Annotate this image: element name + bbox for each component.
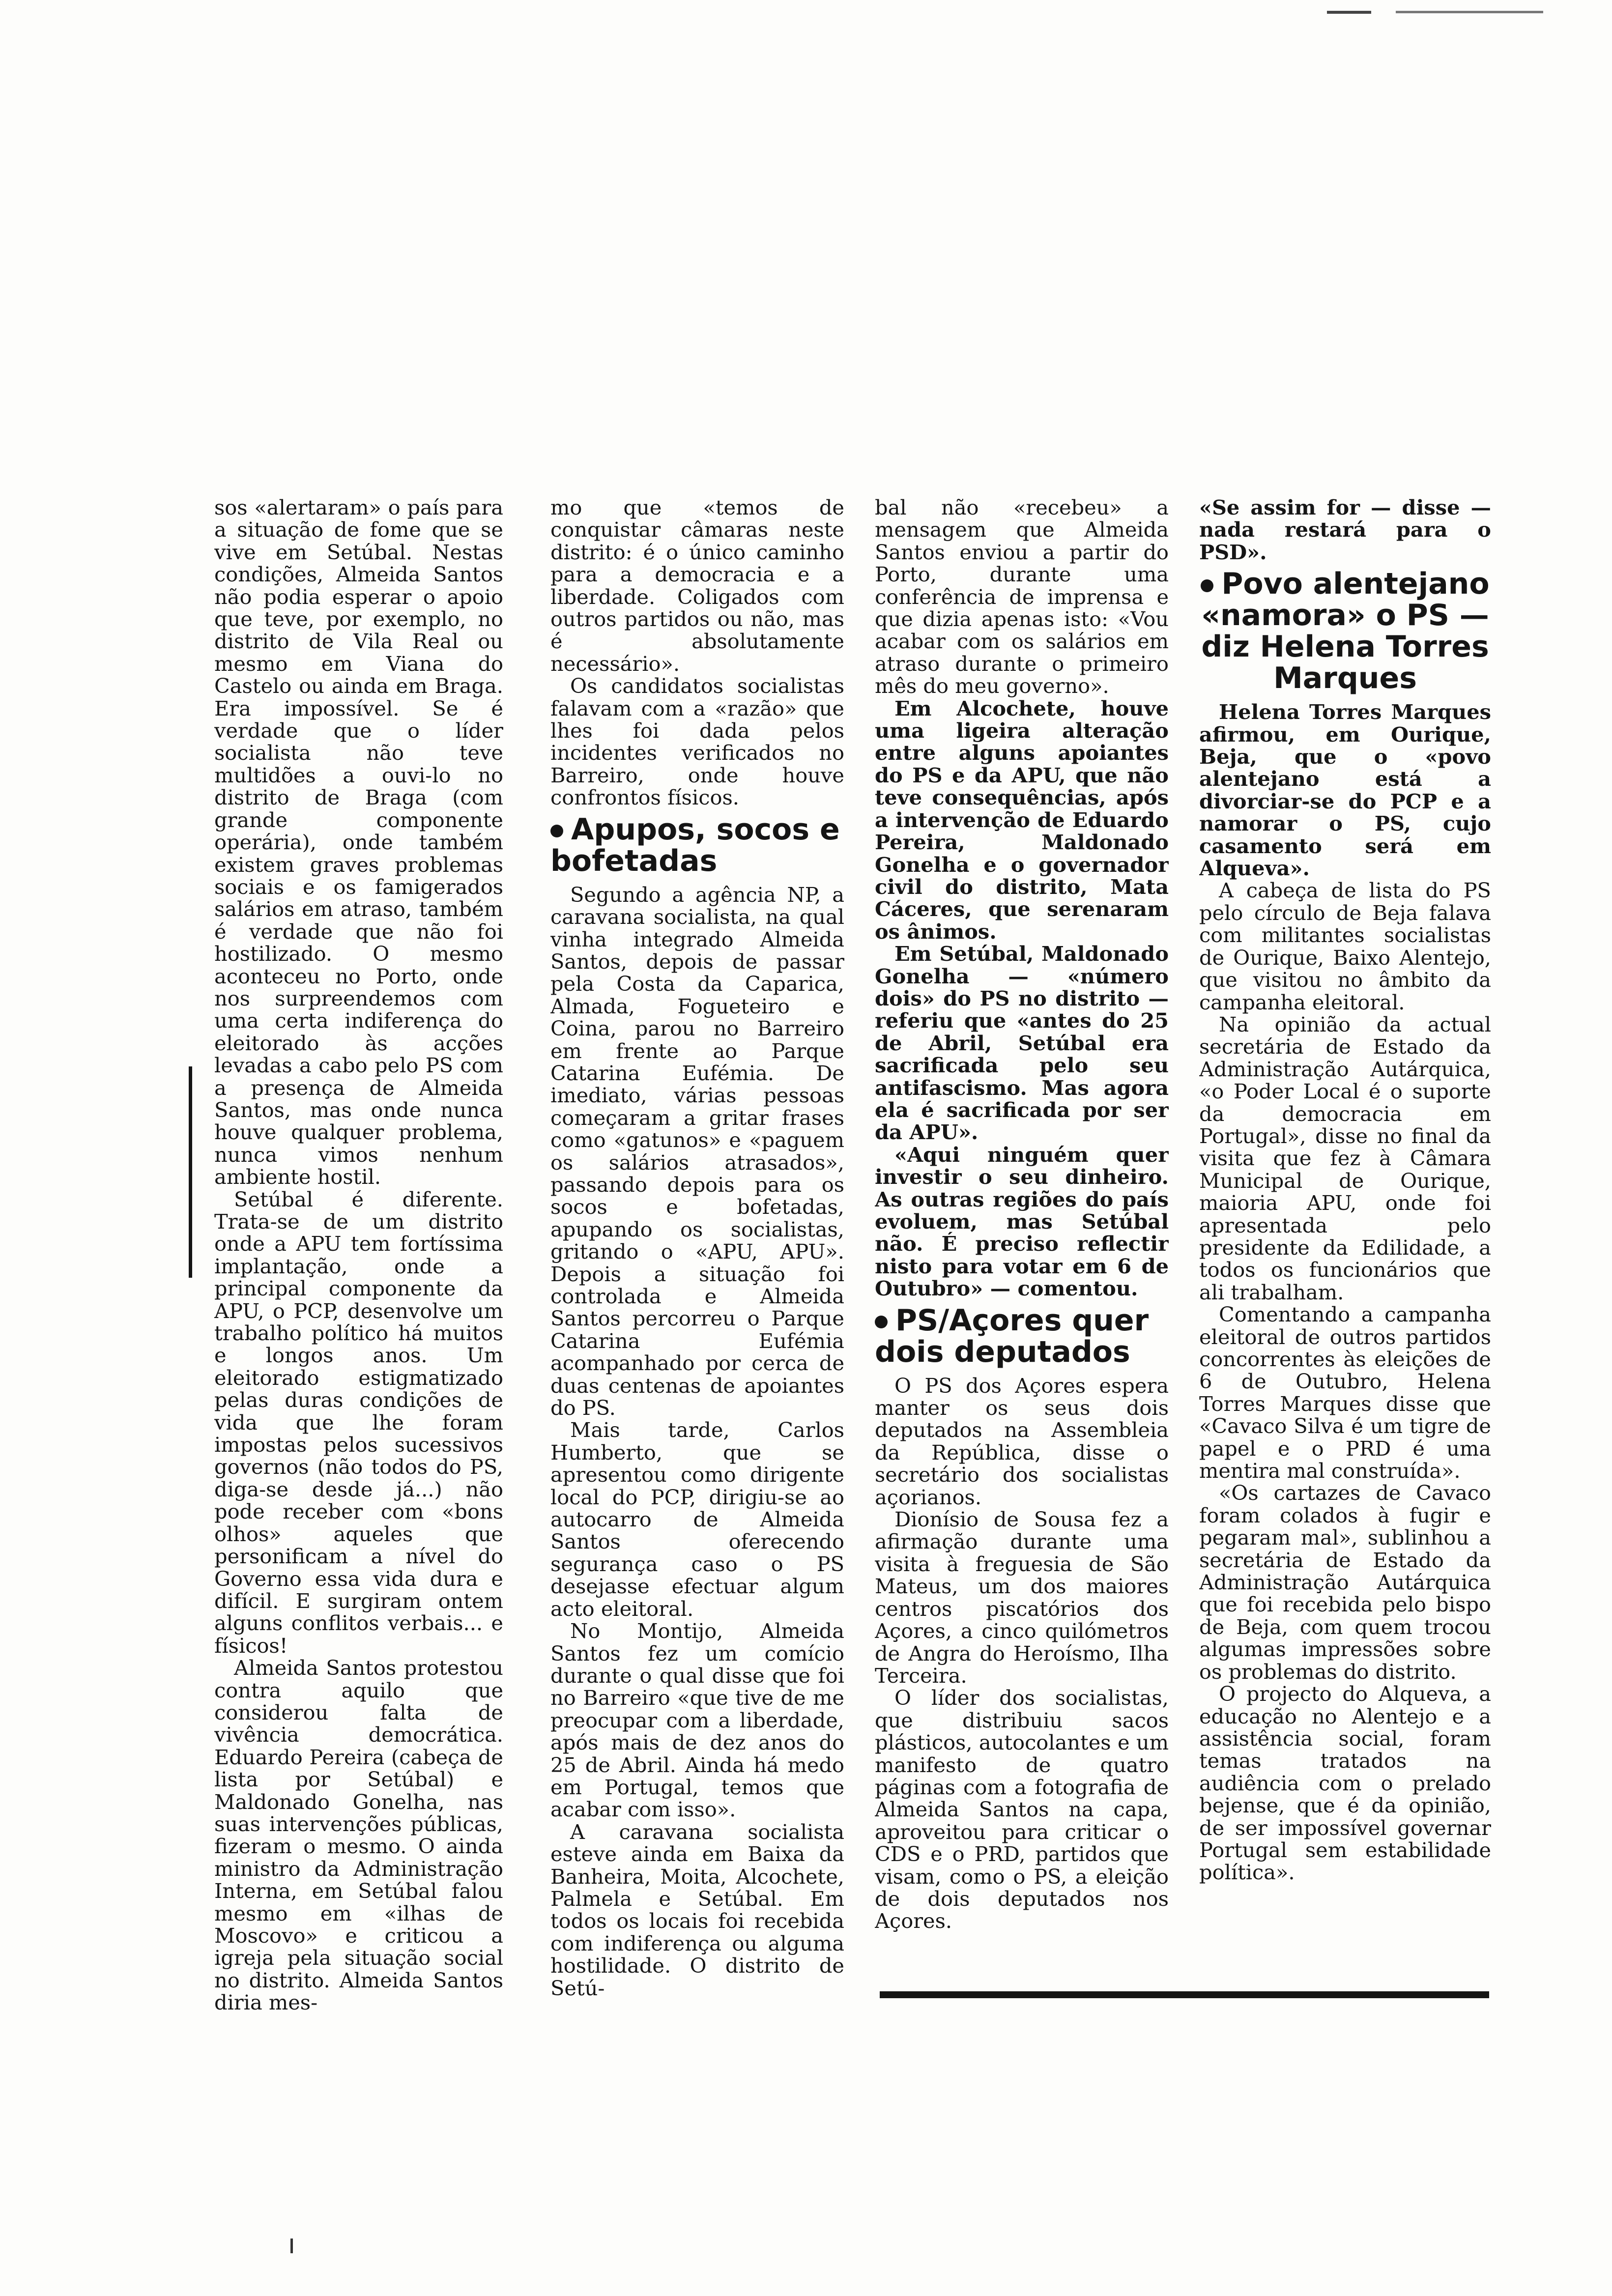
bullet-icon [875,1316,888,1328]
subheading-helena [1199,568,1491,694]
column-2-paragraph: No Montijo, Almeida Santos fez um comício durante o qual disse que foi no Barreiro «que tive de me preocupar com a liberdade, após mais de dez anos do 25 de Abril. Ainda há medo em Portugal, temos que acabar com isso». [550,1619,844,1822]
column-1-paragraph: Almeida Santos protestou contra aquilo que considerou falta de vivência democrática. Eduardo Pereira (cabeça de lista por Setúbal) e Maldonado Gonelha, nas suas intervenções públicas, fizeram o mesmo. O ainda ministro da Administração Interna, em Setúbal falou mesmo em «ilhas de Moscovo» e criticou a igreja pela situação social no distrito. Almeida Santos diria mes- [214,1656,503,2015]
column-4-paragraph: «Os cartazes de Cavaco foram colados à fugir e pegaram mal», sublinhou a secretária de Estado da Administração Autárquica que foi recebida pelo bispo de Beja, com quem trocou algumas impressões sobre os problemas do distrito. [1199,1481,1491,1684]
article-column-1 [214,496,503,2148]
subheading-text: Povo alentejano «namora» o PS — diz Helena Torres Marques [1201,567,1490,696]
bullet-icon [550,825,563,837]
column-4-paragraph: «Se assim for — disse — nada restará para o PSD». [1199,496,1491,564]
column-2-paragraph: Mais tarde, Carlos Humberto, que se apresentou como dirigente local do PCP, dirigiu-se ao autocarro de Almeida Santos oferecendo segurança caso o PS desejasse efectuar algum acto eleitoral. [550,1418,844,1621]
scan-mark-top-right [1327,11,1371,14]
column-4-paragraph: A cabeça de lista do PS pelo círculo de Beja falava com militantes socialistas de Ourique, Baixo Alentejo, que visitou no âmbito da campanha eleitoral. [1199,878,1491,1014]
column-4-paragraph: Helena Torres Marques afirmou, em Ourique, Beja, que o «povo alentejano está a divorciar-se do PCP e a namorar o PS, cujo casamento será em Alqueva». [1199,700,1491,881]
column-1-paragraph: Setúbal é diferente. Trata-se de um distrito onde a APU tem fortíssima implantação, onde a principal componente da APU, o PCP, desenvolve um trabalho político há muitos e longos anos. Um eleitorado estigmatizado pelas duras condições de vida que lhe foram impostas pelos sucessivos governos (não todos do PS, diga-se desde já...) não pode receber com «bons olhos» aqueles que personificam a nível do Governo essa vida dura e difícil. E surgiram ontem alguns conflitos verbais... e físicos! [214,1187,503,1658]
column-2-paragraph: A caravana socialista esteve ainda em Baixa da Banheira, Moita, Alcochete, Palmela e Setúbal. Em todos os locais foi recebida com indiferença ou alguma hostilidade. O distrito de Setú- [550,1819,844,2000]
scan-speck [290,2239,293,2253]
subheading-acores [875,1305,1169,1368]
subheading-text: Apupos, socos e bofetadas [550,812,840,878]
column-3-paragraph: «Aqui ninguém quer investir o seu dinheiro. As outras regiões do país evoluem, mas Setúbal não. É preciso reflectir nisto para votar em 6 de Outubro» — comentou. [875,1142,1169,1301]
column-1-paragraph: sos «alertaram» o país para a situação de fome que se vive em Setúbal. Nestas condições, Almeida Santos não podia esperar o apoio que teve, por exemplo, no distrito de Vila Real ou mesmo em Viana do Castelo ou ainda em Braga. Era impossível. Se é verdade que o líder socialista não teve multidões a ouvi-lo no distrito de Braga (com grande componente operária), onde também existem graves problemas sociais e os famigerados salários em atraso, também é verdade que não foi hostilizado. O mesmo aconteceu no Porto, onde nos surpreendemos com uma certa indiferença do eleitorado às acções levadas a cabo pelo PS com a presença de Almeida Santos, mas onde nunca houve qualquer problema, nunca vimos nenhum ambiente hostil. [214,496,503,1189]
column-4-paragraph: Na opinião da actual secretária de Estado da Administração Autárquica, «o Poder Local é o suporte da democracia em Portugal», disse no final da visita que fez à Câmara Municipal de Ourique, maioria APU, onde foi apresentada pelo presidente da Edilidade, a todos os funcionários que ali trabalham. [1199,1012,1491,1304]
column-2-paragraph: Segundo a agência NP, a caravana socialista, na qual vinha integrado Almeida Santos, depois de passar pela Costa da Caparica, Almada, Fogueteiro e Coina, parou no Barreiro em frente ao Parque Catarina Eufémia. De imediato, várias pessoas começaram a gritar frases como «gatunos» e «paguem os salários atrasados», passando depois para os socos e bofetadas, apupando os socialistas, gritando o «APU, APU». Depois a situação foi controlada e Almeida Santos percorreu o Parque Catarina Eufémia acompanhado por cerca de duas centenas de apoiantes do PS. [550,882,844,1420]
margin-mark [189,1066,192,1278]
article-column-2 [550,496,844,2152]
column-4-paragraph: Comentando a campanha eleitoral de outros partidos concorrentes às eleições de 6 de Outubro, Helena Torres Marques disse que «Cavaco Silva é um tigre de papel e o PRD é uma mentira mal construída». [1199,1302,1491,1483]
column-3-paragraph: Dionísio de Sousa fez a afirmação durante uma visita à freguesia de São Mateus, um dos maiores centros piscatórios dos Açores, a cinco quilómetros de Angra do Heroísmo, Ilha Terceira. [875,1507,1169,1688]
column-3-paragraph: bal não «recebeu» a mensagem que Almeida Santos enviou a partir do Porto, durante uma conferência de imprensa e que dizia apenas isto: «Vou acabar com os salários em atraso durante o primeiro mês do meu governo». [875,496,1169,698]
column-3-paragraph: O PS dos Açores espera manter os seus dois deputados na Assembleia da República, disse o secretário dos socialistas açorianos. [875,1373,1169,1509]
article-end-rule [880,1991,1489,1998]
article-column-4 [1199,496,1491,1912]
scan-mark-top-right-2 [1396,11,1543,13]
subheading-text: PS/Açores quer dois deputados [875,1303,1149,1369]
column-3-paragraph: Em Alcochete, houve uma ligeira alteração entre alguns apoiantes do PS e da APU, que não teve consequências, após a intervenção de Eduardo Pereira, Maldonado Gonelha e o governador civil do distrito, Mata Cáceres, que serenaram os ânimos. [875,696,1169,944]
column-2-paragraph: mo que «temos de conquistar câmaras neste distrito: é o único caminho para a democracia e a liberdade. Coligados com outros partidos ou não, mas é absolutamente necessário». [550,496,844,676]
column-3-paragraph: O líder dos socialistas, que distribuiu sacos plásticos, autocolantes e um manifesto de quatro páginas com a fotografia de Almeida Santos na capa, aproveitou para criticar o CDS e o PRD, partidos que visam, como o PS, a eleição de dois deputados nos Açores. [875,1686,1169,1933]
bullet-icon [1201,579,1213,592]
column-2-paragraph: Os candidatos socialistas falavam com a «razão» que lhes foi dada pelos incidentes verificados no Barreiro, onde houve confrontos físicos. [550,674,844,810]
column-3-paragraph: Em Setúbal, Maldonado Gonelha — «número dois» do PS no distrito — referiu que «antes do 25 de Abril, Setúbal era sacrificada pelo seu antifascismo. Mas agora ela é sacrificada por ser da APU». [875,942,1169,1145]
subheading-apupos [550,814,844,877]
article-column-3 [875,496,1169,1990]
column-4-paragraph: O projecto do Alqueva, a educação no Alentejo e a assistência social, foram temas tratados na audiência com o prelado bejense, que é da opinião, de ser impossível governar Portugal sem estabilidade política». [1199,1682,1491,1885]
